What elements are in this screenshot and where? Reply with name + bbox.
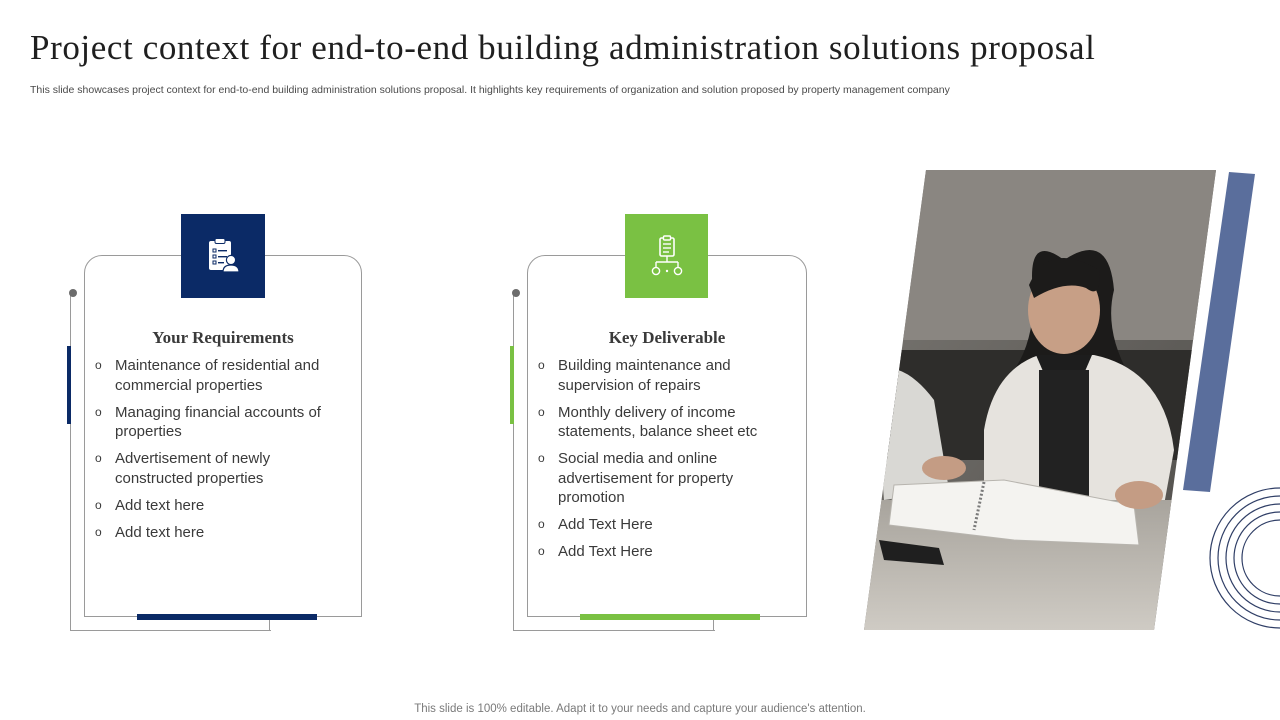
bullet-icon: o <box>95 497 102 512</box>
clipboard-person-icon <box>181 214 265 298</box>
decorative-slanted-bar <box>1183 172 1255 492</box>
bullet-icon: o <box>538 451 545 465</box>
bullet-icon: o <box>538 517 545 531</box>
bullet-icon: o <box>95 451 102 465</box>
card-bottom-accent <box>137 614 317 620</box>
requirements-card <box>84 255 362 617</box>
bullet-icon: o <box>538 544 545 558</box>
pin-icon <box>512 289 520 297</box>
list-item: o Building maintenance and supervision of repairs <box>538 357 731 394</box>
card-side-accent <box>510 346 514 424</box>
requirements-list <box>95 356 350 550</box>
list-item: o Maintenance of residential and commercial properties <box>95 357 320 394</box>
bullet-icon: o <box>95 404 102 419</box>
decorative-rings-icon <box>1208 486 1280 630</box>
card-bottom-accent <box>580 614 760 620</box>
list-item: o Add Text Here <box>538 516 653 533</box>
footer-note: This slide is 100% editable. Adapt it to your needs and capture your audience's attention. <box>414 703 866 715</box>
slide-title: Project context for end-to-end building administration solutions proposal <box>30 28 1096 67</box>
list-item: o Add text here <box>95 523 205 541</box>
list-item: o Add Text Here <box>538 543 653 560</box>
bullet-icon: o <box>538 404 545 419</box>
deliverable-card <box>527 255 807 617</box>
list-item: o Advertisement of newly constructed properties <box>95 450 271 487</box>
card-side-accent <box>67 346 71 424</box>
bullet-icon: o <box>538 358 545 372</box>
bullet-icon: o <box>95 358 102 372</box>
bullet-icon: o <box>95 524 102 539</box>
list-item: o Monthly delivery of income statements, balance sheet etc <box>538 403 758 440</box>
card-title: Key Deliverable <box>608 328 726 347</box>
card-title: Your Requirements <box>152 328 294 347</box>
list-item: o Managing financial accounts of properties <box>95 403 321 440</box>
list-item: o Add text here <box>95 496 205 514</box>
slide-subtitle: This slide showcases project context for end-to-end building administration solutions proposal. It highlights key requirements of organization and solution proposed by property management company <box>30 84 950 96</box>
pin-icon <box>69 289 77 297</box>
clipboard-hierarchy-icon <box>625 214 708 298</box>
deliverable-list <box>538 356 793 569</box>
businesswoman-photo <box>864 170 1216 630</box>
list-item: o Social media and online advertisement for property promotion <box>538 450 734 506</box>
